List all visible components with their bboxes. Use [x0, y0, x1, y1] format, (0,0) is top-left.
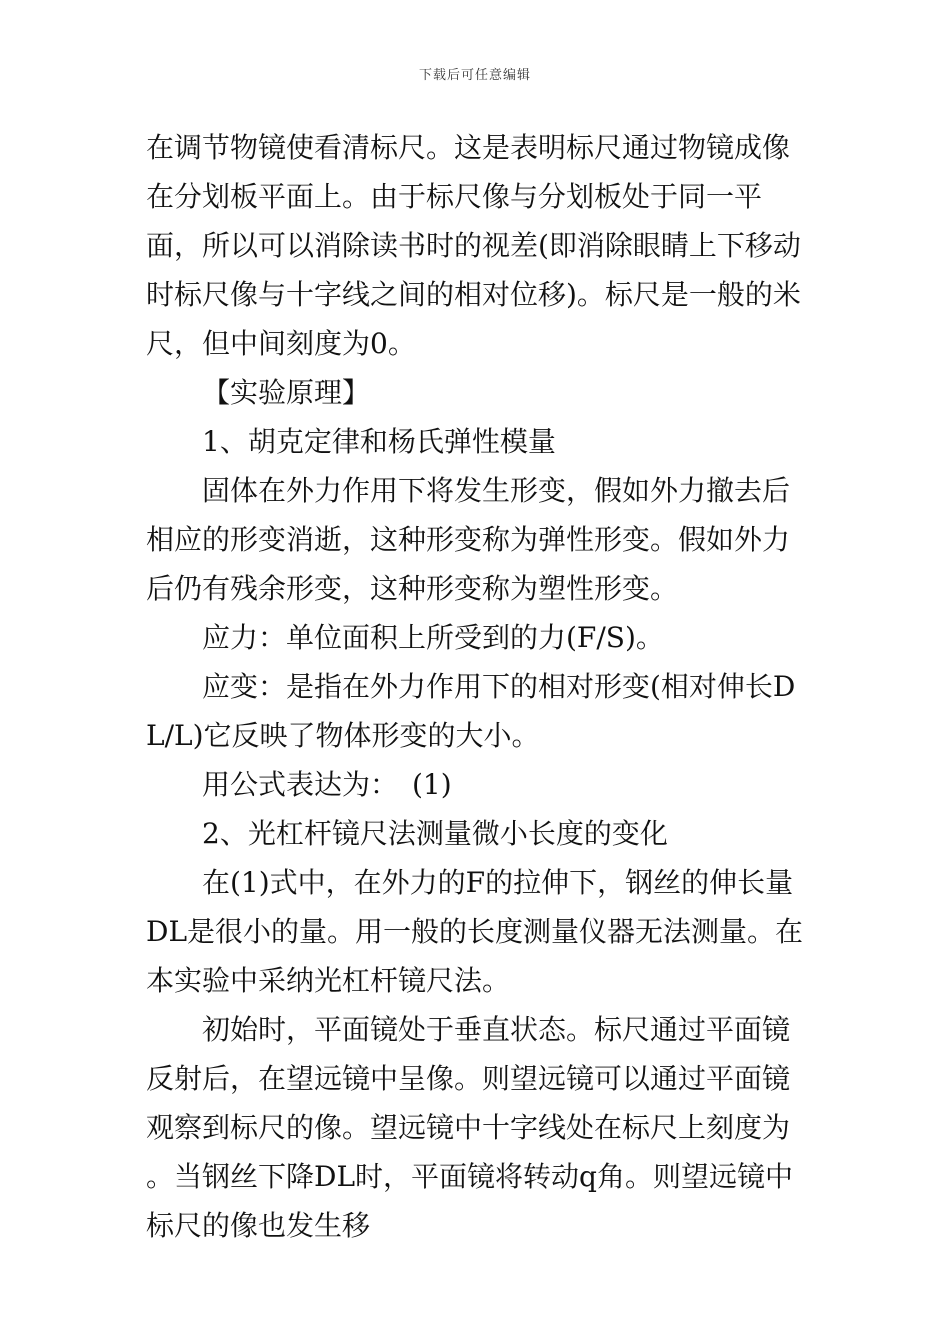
- paragraph-elongation: 在(1)式中，在外力的F的拉伸下，钢丝的伸长量DL是很小的量。用一般的长度测量仪器无法测量。在本实验中采纳光杠杆镜尺法。: [146, 866, 804, 997]
- page-header: 下载后可任意编辑: [418, 68, 531, 83]
- subheading-hooke-law: 1、胡克定律和杨氏弹性模量: [202, 425, 556, 458]
- section-heading-principle: 【实验原理】: [202, 376, 371, 409]
- paragraph-initial-state: 初始时，平面镜处于垂直状态。标尺通过平面镜反射后，在望远镜中呈像。则望远镜可以通过平面镜观察到标尺的像。望远镜中十字线处在标尺上刻度为 。当钢丝下降DL时，平面镜将转动q角。则望远镜中标尺的像也发生移: [146, 1013, 799, 1242]
- paragraph-strain: 应变：是指在外力作用下的相对形变(相对伸长DL/L)它反映了物体形变的大小。: [146, 670, 796, 752]
- paragraph-continued-text: 在调节物镜使看清标尺。这是表明标尺通过物镜成像在分划板平面上。由于标尺像与分划板处于同一平面，所以可以消除读书时的视差(即消除眼睛上下移动时标尺像与十字线之间的相对位移)。标尺是一般的米尺，但中间刻度为0。: [146, 131, 801, 360]
- paragraph-stress: 应力：单位面积上所受到的力(F/S)。: [202, 621, 664, 654]
- paragraph-formula: 用公式表达为： (1): [202, 768, 452, 801]
- document-body: [146, 123, 812, 1250]
- paragraph-deformation: 固体在外力作用下将发生形变，假如外力撤去后相应的形变消逝，这种形变称为弹性形变。假如外力后仍有残余形变，这种形变称为塑性形变。: [146, 474, 791, 605]
- subheading-optical-lever: 2、光杠杆镜尺法测量微小长度的变化: [202, 817, 668, 850]
